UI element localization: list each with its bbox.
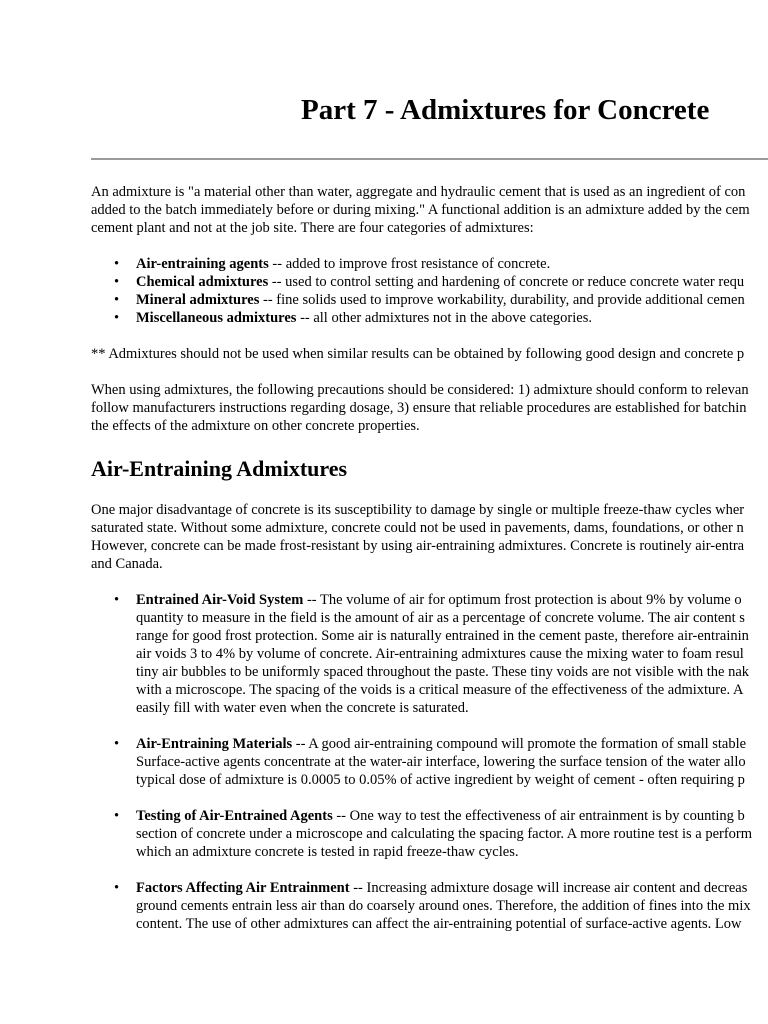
- document-body: [91, 183, 768, 951]
- category-term: Air-entraining agents: [136, 256, 269, 272]
- topic-term: Factors Affecting Air Entrainment: [136, 880, 350, 896]
- air-intro-line: However, concrete can be made frost-resistant by using air-entraining admixtures. Concrete is routinely air-entra: [91, 538, 745, 554]
- category-term: Mineral admixtures: [136, 292, 260, 308]
- category-item: [91, 291, 768, 309]
- category-item: [91, 255, 768, 273]
- category-text: -- added to improve frost resistance of concrete.: [268, 256, 551, 272]
- category-item: [91, 273, 768, 291]
- topic-text: -- Increasing admixture dosage will increase air content and decreas: [349, 880, 748, 896]
- page-title: Part 7 - Admixtures for Concrete: [301, 94, 710, 126]
- intro-paragraph: [91, 183, 768, 237]
- topic-line: range for good frost protection. Some air is naturally entrained in the cement paste, therefore air-entrainin: [136, 628, 749, 644]
- topic-item: [91, 807, 768, 861]
- category-term: Miscellaneous admixtures: [136, 310, 297, 326]
- topic-item: [91, 879, 768, 933]
- topic-line: easily fill with water even when the concrete is saturated.: [136, 700, 469, 716]
- topic-item: [91, 591, 768, 717]
- air-intro-line: and Canada.: [91, 556, 163, 572]
- topic-first-line: [136, 591, 768, 609]
- topic-line: section of concrete under a microscope and calculating the spacing factor. A more routine test is a perform: [136, 826, 753, 842]
- topic-line: ground cements entrain less air than do coarsely around ones. Therefore, the addition of fines into the mix: [136, 898, 751, 914]
- topic-text: -- One way to test the effectiveness of air entrainment is by counting b: [332, 808, 745, 824]
- precautions-line: follow manufacturers instructions regarding dosage, 3) ensure that reliable procedures are established for batchin: [91, 400, 747, 416]
- section-heading: Air-Entraining Admixtures: [91, 456, 348, 481]
- intro-line: An admixture is "a material other than water, aggregate and hydraulic cement that is used as an ingredient of con: [91, 184, 746, 200]
- admixture-categories-list: [91, 255, 768, 327]
- precautions-line: the effects of the admixture on other concrete properties.: [91, 418, 420, 434]
- topic-text: -- A good air-entraining compound will promote the formation of small stable: [292, 736, 747, 752]
- topic-line: air voids 3 to 4% by volume of concrete. Air-entraining admixtures cause the mixing water to foam resul: [136, 646, 744, 662]
- topic-line: content. The use of other admixtures can affect the air-entraining potential of surface-active agents. Low: [136, 916, 742, 932]
- topic-line: with a microscope. The spacing of the voids is a critical measure of the effectiveness of the admixture. A: [136, 682, 744, 698]
- horizontal-rule: [91, 158, 768, 160]
- air-entraining-topics-list: [91, 591, 768, 933]
- intro-line: added to the batch immediately before or during mixing." A functional addition is an admixture added by the cem: [91, 202, 750, 218]
- topic-line: quantity to measure in the field is the amount of air as a percentage of concrete volume. The air content s: [136, 610, 745, 626]
- topic-line: Surface-active agents concentrate at the water-air interface, lowering the surface tension of the water allo: [136, 754, 746, 770]
- topic-item: [91, 735, 768, 789]
- intro-line: cement plant and not at the job site. There are four categories of admixtures:: [91, 220, 534, 236]
- air-intro-line: One major disadvantage of concrete is its susceptibility to damage by single or multiple freeze-thaw cycles wher: [91, 502, 745, 518]
- air-entraining-intro-paragraph: [91, 501, 768, 573]
- topic-line: typical dose of admixture is 0.0005 to 0.05% of active ingredient by weight of cement - often requiring p: [136, 772, 745, 788]
- topic-line: tiny air bubbles to be uniformly spaced throughout the paste. These tiny voids are not visible with the nak: [136, 664, 750, 680]
- topic-text: -- The volume of air for optimum frost protection is about 9% by volume o: [303, 592, 742, 608]
- topic-first-line: [136, 879, 768, 897]
- topic-term: Entrained Air-Void System: [136, 592, 304, 608]
- category-text: -- all other admixtures not in the above categories.: [296, 310, 592, 326]
- category-term: Chemical admixtures: [136, 274, 269, 290]
- category-text: -- used to control setting and hardening of concrete or reduce concrete water requ: [268, 274, 745, 290]
- air-intro-line: saturated state. Without some admixture, concrete could not be used in pavements, dams, foundations, or other n: [91, 520, 744, 536]
- note-paragraph: ** Admixtures should not be used when similar results can be obtained by following good design and concrete p: [91, 346, 745, 362]
- category-text: -- fine solids used to improve workability, durability, and provide additional cemen: [259, 292, 745, 308]
- category-item: [91, 309, 768, 327]
- topic-first-line: [136, 735, 768, 753]
- topic-first-line: [136, 807, 768, 825]
- topic-term: Air-Entraining Materials: [136, 736, 293, 752]
- topic-line: which an admixture concrete is tested in rapid freeze-thaw cycles.: [136, 844, 519, 860]
- precautions-line: When using admixtures, the following precautions should be considered: 1) admixture should conform to relevan: [91, 382, 749, 398]
- topic-term: Testing of Air-Entrained Agents: [136, 808, 333, 824]
- precautions-paragraph: [91, 381, 768, 435]
